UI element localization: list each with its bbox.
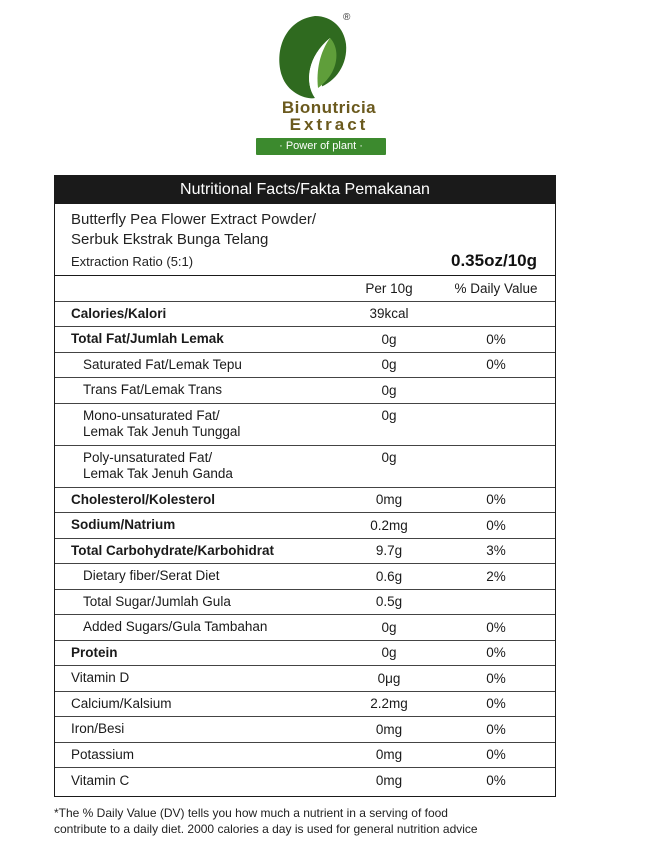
nutrient-dv: 2% xyxy=(486,568,506,584)
nutrient-dv: 0% xyxy=(486,331,506,347)
nutrient-amount: 0g xyxy=(381,357,397,373)
table-row xyxy=(55,488,555,514)
nutrient-name: Cholesterol/Kolesterol xyxy=(71,491,216,507)
nutrient-name: Saturated Fat/Lemak Tepu xyxy=(83,356,242,372)
nutrient-amount: 0.6g xyxy=(375,568,403,584)
nutrient-name: Total Sugar/Jumlah Gula xyxy=(83,593,231,609)
leaf-logo-icon xyxy=(274,12,356,102)
nutrient-name: Trans Fat/Lemak Trans xyxy=(83,382,223,398)
table-row xyxy=(55,404,555,446)
nutrient-dv: 0% xyxy=(486,619,506,635)
table-row xyxy=(55,353,555,379)
nutrient-dv: 0% xyxy=(486,357,506,373)
nutrition-facts-panel xyxy=(54,175,556,797)
footnote-line1: *The % Daily Value (DV) tells you how much a nutrient in a serving of food xyxy=(54,806,448,820)
nutrient-amount: 0μg xyxy=(377,670,401,686)
nutrient-dv: 0% xyxy=(486,696,506,712)
footnote-line2: contribute to a daily diet. 2000 calories a day is used for general nutrition advice xyxy=(54,822,478,836)
product-info xyxy=(55,204,555,276)
nutrient-name: Total Fat/Jumlah Lemak xyxy=(71,331,224,347)
table-row xyxy=(55,539,555,565)
nutrient-dv: 0% xyxy=(486,670,506,686)
column-daily-value: % Daily Value xyxy=(454,280,538,296)
table-row xyxy=(55,446,555,488)
nutrient-amount: 0g xyxy=(381,382,397,398)
nutrient-name: Added Sugars/Gula Tambahan xyxy=(83,619,268,635)
nutrient-amount: 0mg xyxy=(375,747,403,763)
table-row xyxy=(55,378,555,404)
nutrient-amount: 9.7g xyxy=(375,543,403,559)
nutrient-amount: 0.2mg xyxy=(370,517,408,533)
nutrient-amount: 2.2mg xyxy=(370,696,408,712)
nutrient-dv: 0% xyxy=(486,747,506,763)
nutrient-name: Vitamin D xyxy=(71,670,130,686)
brand-name-line2: Extract xyxy=(289,115,369,134)
nutrient-name: Calcium/Kalsium xyxy=(71,695,172,711)
nutrient-name: Total Carbohydrate/Karbohidrat xyxy=(71,542,275,558)
brand-name-line1: Bionutricia xyxy=(281,98,377,117)
nutrient-amount: 0g xyxy=(381,449,397,465)
nutrient-name: Calories/Kalori xyxy=(71,305,167,321)
nutrient-name xyxy=(55,450,341,482)
nutrient-amount: 0mg xyxy=(375,721,403,737)
nutrient-dv: 0% xyxy=(486,492,506,508)
nutrient-amount: 0.5g xyxy=(375,594,403,610)
nutrient-name: Vitamin C xyxy=(71,772,130,788)
nutrient-dv: 0% xyxy=(486,517,506,533)
nutrient-dv: 0% xyxy=(486,721,506,737)
nutrient-name: Protein xyxy=(71,644,118,660)
table-row xyxy=(55,692,555,718)
table-row xyxy=(55,564,555,590)
table-row xyxy=(55,327,555,353)
table-row xyxy=(55,641,555,667)
extraction-ratio: Extraction Ratio (5:1) xyxy=(71,254,194,269)
table-row xyxy=(55,513,555,539)
nutrient-dv: 3% xyxy=(486,543,506,559)
daily-value-footnote xyxy=(54,805,614,837)
product-name-en: Butterfly Pea Flower Extract Powder/ xyxy=(71,211,317,228)
nutrient-amount: 0g xyxy=(381,645,397,661)
table-row xyxy=(55,615,555,641)
net-weight: 0.35oz/10g xyxy=(451,251,537,270)
nutrient-name: Iron/Besi xyxy=(71,721,125,737)
nutrient-amount: 0mg xyxy=(375,773,403,789)
nutrient-amount: 0g xyxy=(381,619,397,635)
brand-tagline: · Power of plant · xyxy=(256,138,386,155)
table-row xyxy=(55,768,555,794)
table-row xyxy=(55,302,555,328)
table-row xyxy=(55,717,555,743)
panel-header: Nutritional Facts/Fakta Pemakanan xyxy=(55,176,555,204)
nutrient-amount: 0g xyxy=(381,407,397,423)
column-per-serving: Per 10g xyxy=(365,280,413,296)
nutrient-name xyxy=(55,408,341,440)
table-row xyxy=(55,666,555,692)
table-row xyxy=(55,743,555,769)
nutrient-dv: 0% xyxy=(486,645,506,661)
registered-mark: ® xyxy=(343,12,351,23)
nutrient-name: Sodium/Natrium xyxy=(71,517,176,533)
nutrient-name-line2: Lemak Tak Jenuh Tunggal xyxy=(83,423,241,439)
nutrient-name: Potassium xyxy=(71,746,135,762)
column-header-row xyxy=(55,276,555,302)
brand-logo xyxy=(0,8,658,158)
nutrient-name-line1: Poly-unsaturated Fat/ xyxy=(83,449,213,465)
nutrient-amount: 0g xyxy=(381,331,397,347)
product-name-ms: Serbuk Ekstrak Bunga Telang xyxy=(71,231,269,248)
nutrient-name-line1: Mono-unsaturated Fat/ xyxy=(83,407,220,423)
nutrient-amount: 0mg xyxy=(375,492,403,508)
nutrient-name-line2: Lemak Tak Jenuh Ganda xyxy=(83,465,233,481)
nutrient-amount: 39kcal xyxy=(369,306,409,322)
nutrient-name: Dietary fiber/Serat Diet xyxy=(83,568,220,584)
nutrient-dv: 0% xyxy=(486,773,506,789)
table-row xyxy=(55,590,555,616)
